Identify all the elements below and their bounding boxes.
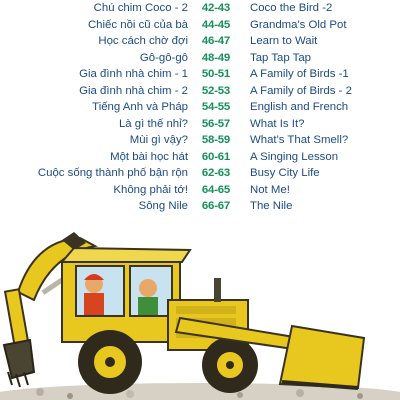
toc-row[interactable]	[0, 116, 400, 133]
toc-title-en: Tap Tap Tap	[250, 51, 312, 64]
toc-page-range: 60-61	[201, 150, 231, 163]
toc-row[interactable]	[0, 33, 400, 50]
toc-page-range: 42-43	[201, 2, 231, 14]
toc-title-vi: Không phải tớ!	[113, 183, 188, 196]
toc-title-en: A Family of Birds - 2	[250, 84, 352, 97]
toc-title-vi: Một bài học hát	[110, 150, 188, 163]
toc-page-range: 48-49	[201, 51, 231, 64]
toc-row[interactable]	[0, 182, 400, 199]
toc-page-range: 62-63	[201, 167, 231, 179]
toc-row[interactable]	[0, 50, 400, 67]
toc-title-vi: Cuộc sống thành phố bận rộn	[37, 167, 188, 179]
toc-title-vi: Chú chim Coco - 2	[93, 2, 188, 14]
toc-row[interactable]	[0, 66, 400, 83]
toc-title-vi: Tiếng Anh và Pháp	[92, 101, 188, 113]
toc-page-range: 64-65	[201, 183, 231, 196]
toc-title-en: Learn to Wait	[250, 35, 318, 47]
toc-page-range: 58-59	[201, 134, 231, 146]
toc-title-vi: Sông Nile	[138, 200, 188, 212]
toc-title-en: What's That Smell?	[250, 134, 349, 146]
toc-row[interactable]	[0, 132, 400, 149]
toc-title-en: Busy City Life	[250, 167, 320, 179]
toc-title-vi: Học cách chờ đợi	[98, 35, 188, 47]
toc-title-vi: Gia đình nhà chim - 2	[79, 84, 188, 97]
toc-title-vi: Mùi gì vậy?	[129, 134, 188, 146]
toc-row[interactable]	[0, 0, 400, 17]
toc-page-range: 46-47	[201, 35, 231, 47]
toc-row[interactable]	[0, 17, 400, 34]
toc-page-range: 50-51	[201, 68, 231, 80]
toc-title-en: Grandma's Old Pot	[250, 18, 347, 31]
toc-row[interactable]	[0, 149, 400, 166]
toc-row[interactable]	[0, 99, 400, 116]
toc-title-vi: Gô-gô-gô	[139, 51, 188, 64]
toc-page-range: 56-57	[201, 117, 231, 130]
toc-row[interactable]	[0, 198, 400, 215]
toc-title-vi: Gia đình nhà chim - 1	[79, 68, 188, 80]
toc-title-en: Coco the Bird -2	[250, 2, 333, 14]
toc-title-vi: Chiếc nồi cũ của bà	[87, 18, 188, 31]
toc-title-en: A Singing Lesson	[250, 150, 339, 163]
toc-title-en: A Family of Birds -1	[250, 68, 349, 80]
toc-row[interactable]	[0, 165, 400, 182]
front-loader-bucket	[176, 318, 364, 388]
toc-title-en: Not Me!	[250, 183, 290, 196]
backhoe-loader-illustration	[0, 225, 400, 400]
toc-title-vi: Là gì thế nhỉ?	[118, 117, 188, 130]
toc-page-range: 66-67	[201, 200, 231, 212]
toc-title-en: The Nile	[250, 200, 293, 212]
toc-page-range: 54-55	[201, 101, 231, 113]
toc-title-en: English and French	[250, 101, 349, 113]
toc-row[interactable]	[0, 83, 400, 100]
toc-page-range: 52-53	[201, 84, 231, 97]
toc-page-range: 44-45	[201, 18, 231, 31]
toc-title-en: What Is It?	[250, 117, 305, 130]
